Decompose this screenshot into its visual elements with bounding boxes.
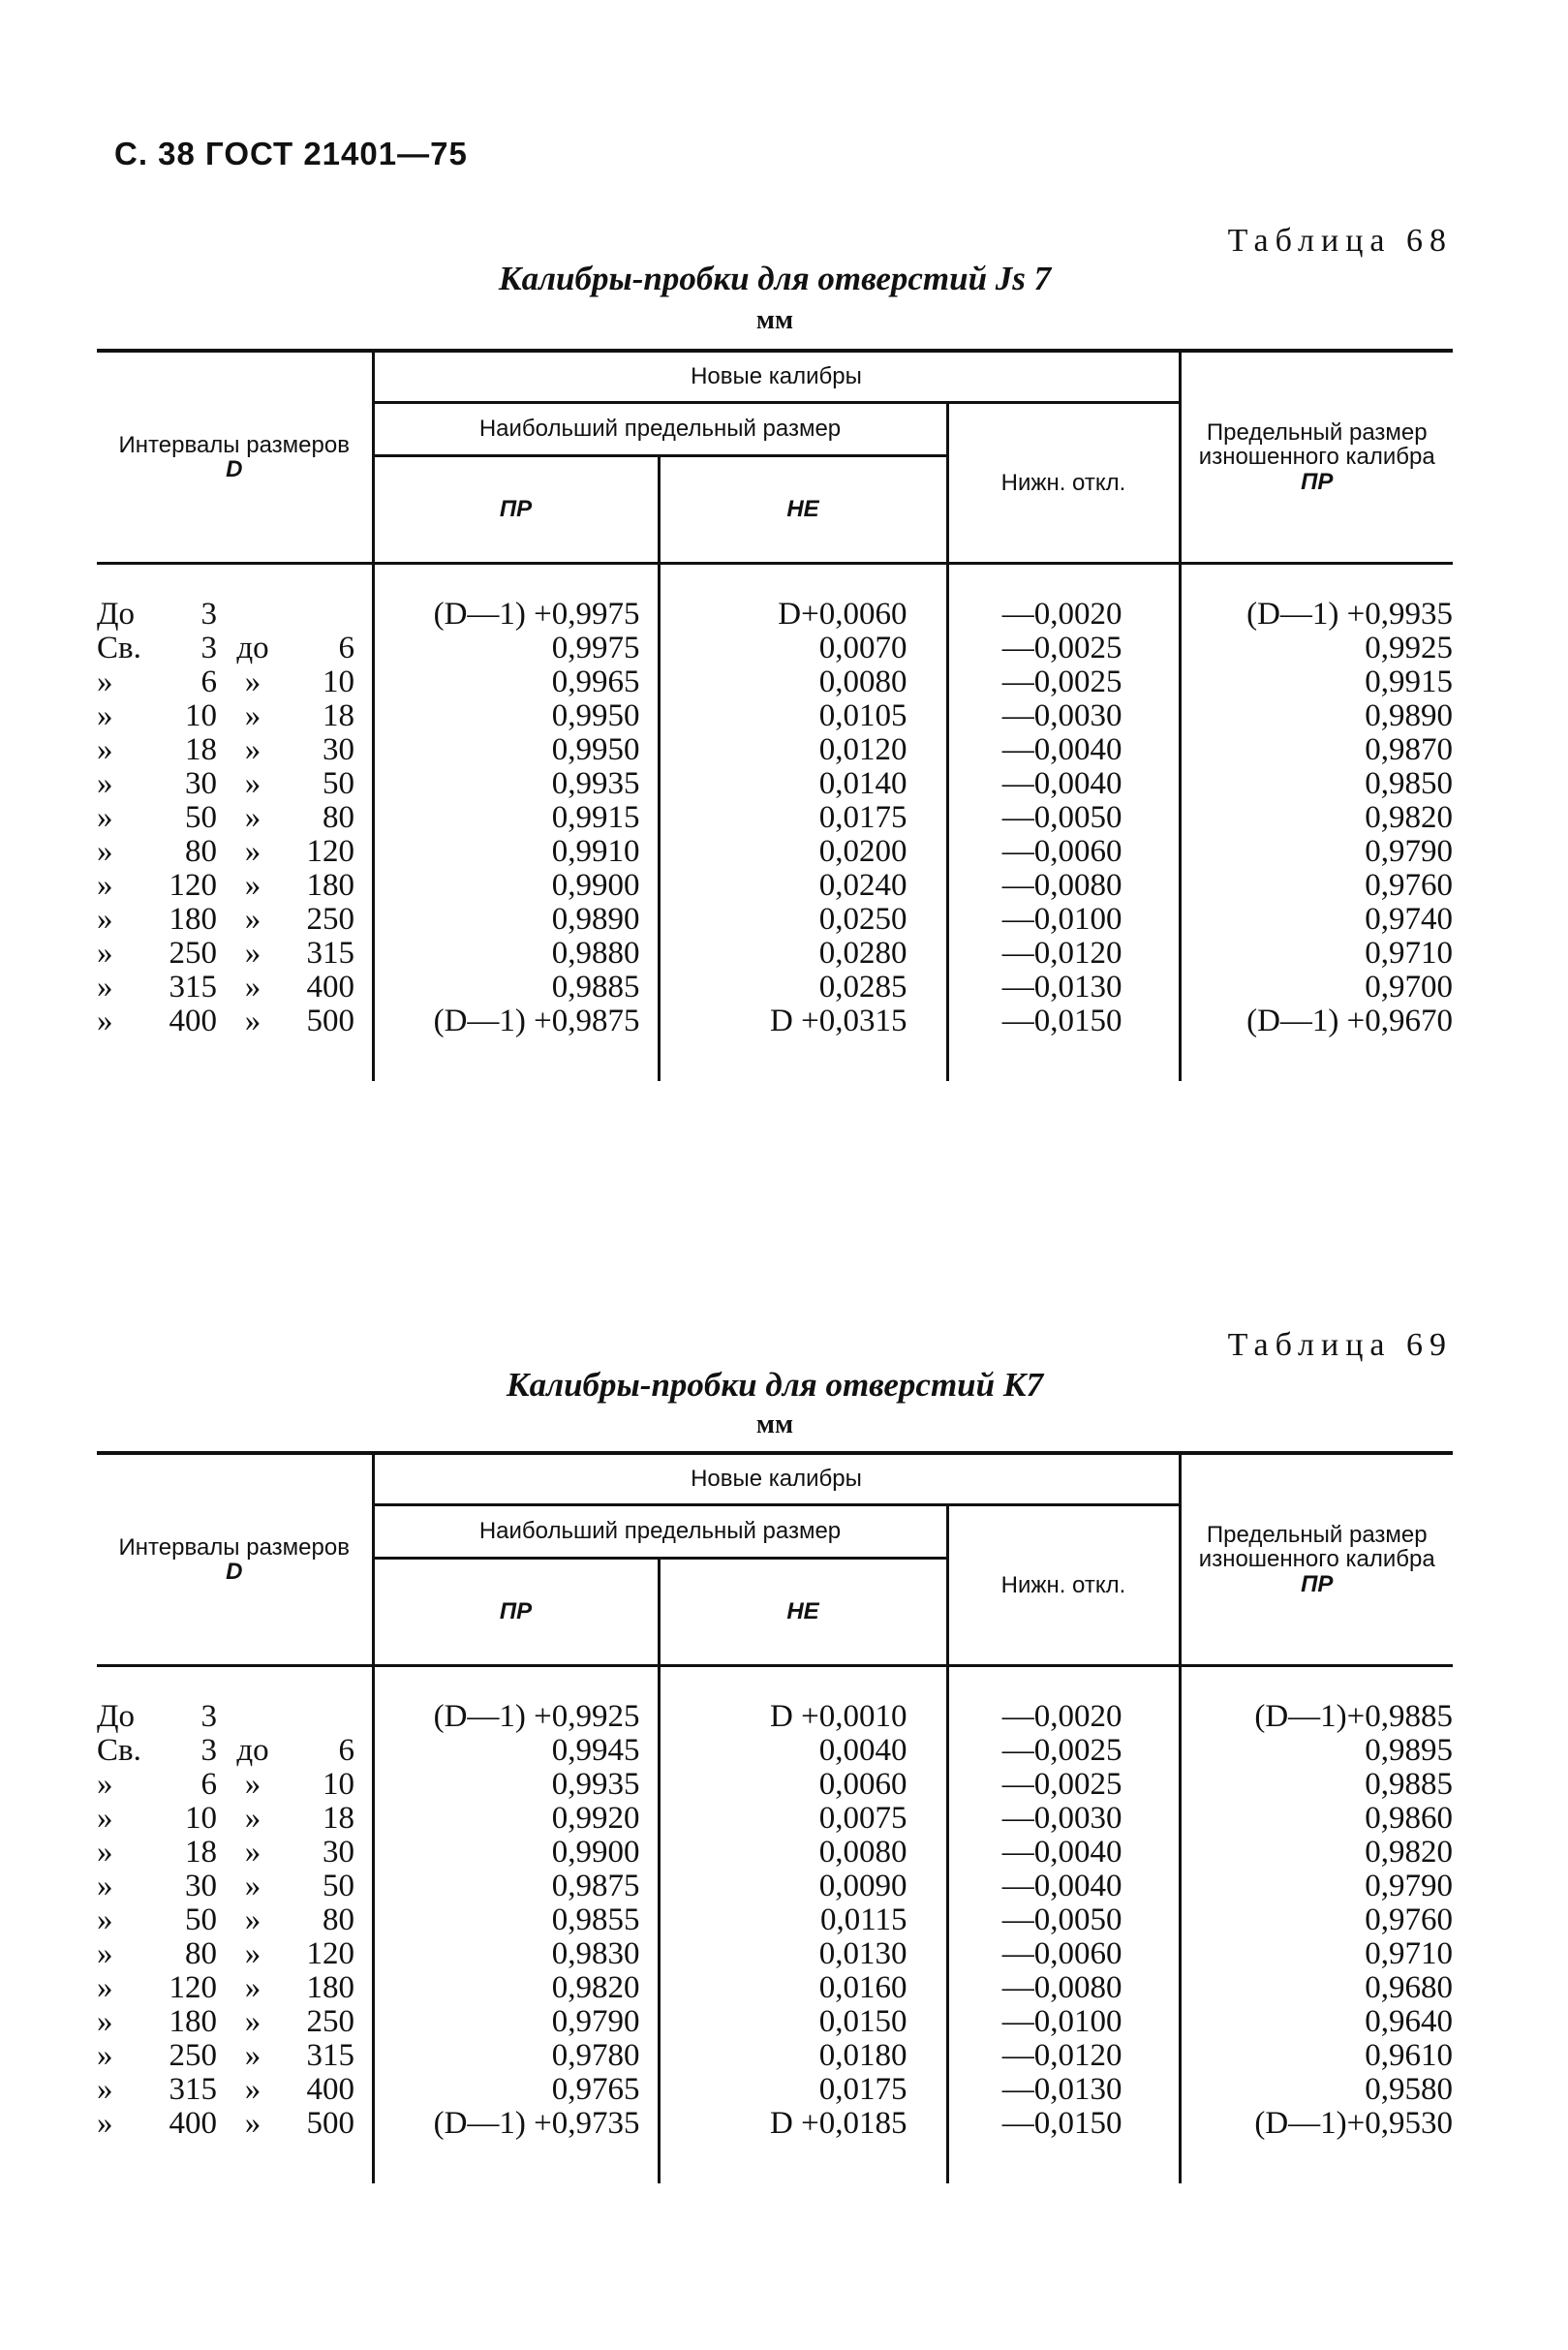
lower-dev-cell: —0,0060 xyxy=(947,1937,1180,1971)
interval-part-c: » xyxy=(244,2072,261,2107)
ne-value-cell: 0,0040 xyxy=(659,1734,947,1768)
table-body xyxy=(97,564,1453,1082)
interval-part-b: 30 xyxy=(185,766,217,801)
table-row xyxy=(97,1666,1453,1735)
interval-part-b: 3 xyxy=(200,631,217,665)
interval-part-a: » xyxy=(97,800,113,835)
interval-cell xyxy=(97,733,373,767)
interval-part-b: 80 xyxy=(185,1936,217,1971)
table-title: Калибры-пробки для отверстий К7 xyxy=(506,1366,1044,1404)
interval-part-a: » xyxy=(97,2106,113,2141)
header-intervals-label: Интервалы размеров xyxy=(118,431,350,458)
page-header: С. 38 ГОСТ 21401—75 xyxy=(114,136,468,171)
table-title: Калибры-пробки для отверстий Js 7 xyxy=(498,260,1052,297)
ne-value-cell: 0,0115 xyxy=(659,1903,947,1937)
header-pr xyxy=(373,1559,659,1666)
table-body xyxy=(97,1666,1453,2184)
interval-part-c: » xyxy=(244,732,261,767)
interval-part-c: » xyxy=(244,1970,261,2005)
interval-part-a: » xyxy=(97,2004,113,2039)
header-worn-symbol: ПР xyxy=(1301,468,1334,495)
lower-dev-cell: —0,0150 xyxy=(947,1005,1180,1081)
interval-part-c: » xyxy=(244,834,261,869)
interval-part-d: 6 xyxy=(338,631,354,665)
table-row xyxy=(97,665,1453,699)
table-row xyxy=(97,767,1453,801)
header-worn-symbol: ПР xyxy=(1301,1570,1334,1597)
worn-value-cell: 0,9610 xyxy=(1180,2039,1453,2073)
interval-cell xyxy=(97,971,373,1005)
pr-value-cell: 0,9900 xyxy=(373,869,659,903)
interval-part-a: » xyxy=(97,868,113,903)
interval-part-a: » xyxy=(97,1936,113,1971)
interval-cell xyxy=(97,564,373,633)
interval-part-c: » xyxy=(244,1801,261,1836)
ne-value-cell: 0,0140 xyxy=(659,767,947,801)
ne-value-cell: 0,0150 xyxy=(659,2005,947,2039)
table-row xyxy=(97,1937,1453,1971)
table-row xyxy=(97,1971,1453,2005)
interval-cell xyxy=(97,767,373,801)
interval-part-b: 50 xyxy=(185,1902,217,1937)
lower-dev-cell: —0,0030 xyxy=(947,1802,1180,1836)
table-unit: мм xyxy=(755,305,794,335)
interval-part-c: » xyxy=(244,868,261,903)
interval-part-b: 315 xyxy=(169,2072,217,2107)
ne-value-cell: D+0,0060 xyxy=(659,564,947,633)
lower-dev-cell: —0,0060 xyxy=(947,835,1180,869)
ne-value-cell: 0,0080 xyxy=(659,665,947,699)
ne-value-cell: 0,0250 xyxy=(659,903,947,937)
interval-part-b: 250 xyxy=(169,2038,217,2073)
interval-part-d: 18 xyxy=(323,1801,354,1836)
interval-cell xyxy=(97,1903,373,1937)
lower-dev-cell: —0,0050 xyxy=(947,1903,1180,1937)
header-pr-label: ПР xyxy=(499,1598,533,1625)
interval-part-a: » xyxy=(97,936,113,971)
ne-value-cell: 0,0175 xyxy=(659,2073,947,2107)
interval-part-d: 250 xyxy=(306,902,354,937)
interval-part-a: » xyxy=(97,1801,113,1836)
lower-dev-cell: —0,0030 xyxy=(947,699,1180,733)
header-worn xyxy=(1180,1453,1453,1666)
interval-part-b: 400 xyxy=(169,1004,217,1038)
worn-value-cell: 0,9820 xyxy=(1180,1836,1453,1870)
table-row xyxy=(97,1734,1453,1768)
worn-value-cell: 0,9885 xyxy=(1180,1768,1453,1802)
ne-value-cell: D +0,0010 xyxy=(659,1666,947,1735)
interval-part-a: » xyxy=(97,1970,113,2005)
interval-cell xyxy=(97,1836,373,1870)
interval-part-c: » xyxy=(244,2004,261,2039)
header-ne xyxy=(659,456,947,564)
interval-part-c: » xyxy=(244,1004,261,1038)
lower-dev-cell: —0,0100 xyxy=(947,2005,1180,2039)
lower-dev-cell: —0,0130 xyxy=(947,971,1180,1005)
lower-dev-cell: —0,0050 xyxy=(947,801,1180,835)
interval-part-b: 10 xyxy=(185,1801,217,1836)
pr-value-cell: 0,9965 xyxy=(373,665,659,699)
pr-value-cell: 0,9875 xyxy=(373,1870,659,1903)
lower-dev-cell: —0,0020 xyxy=(947,564,1180,633)
interval-part-b: 120 xyxy=(169,868,217,903)
ne-value-cell: 0,0075 xyxy=(659,1802,947,1836)
header-max-limit: Наибольший предельный размер xyxy=(373,1505,947,1559)
interval-part-d: 30 xyxy=(323,732,354,767)
interval-part-c: » xyxy=(244,1936,261,1971)
lower-dev-cell: —0,0130 xyxy=(947,2073,1180,2107)
header-ne-label: НЕ xyxy=(786,1598,819,1625)
pr-value-cell: 0,9820 xyxy=(373,1971,659,2005)
interval-part-b: 315 xyxy=(169,970,217,1005)
interval-part-b: 30 xyxy=(185,1869,217,1903)
worn-value-cell: 0,9925 xyxy=(1180,632,1453,665)
interval-part-d: 6 xyxy=(338,1733,354,1768)
table-row xyxy=(97,937,1453,971)
interval-part-a: » xyxy=(97,1767,113,1802)
table-unit: мм xyxy=(755,1409,794,1439)
worn-value-cell: 0,9890 xyxy=(1180,699,1453,733)
interval-cell xyxy=(97,2039,373,2073)
worn-value-cell: (D—1) +0,9670 xyxy=(1180,1005,1453,1081)
interval-cell xyxy=(97,2073,373,2107)
table-row xyxy=(97,971,1453,1005)
worn-value-cell: 0,9860 xyxy=(1180,1802,1453,1836)
ne-value-cell: 0,0080 xyxy=(659,1836,947,1870)
header-lower-dev: Нижн. откл. xyxy=(947,403,1180,564)
interval-part-a: Св. xyxy=(97,631,141,665)
interval-part-b: 120 xyxy=(169,1970,217,2005)
lower-dev-cell: —0,0020 xyxy=(947,1666,1180,1735)
interval-part-b: 6 xyxy=(200,665,217,699)
table-row xyxy=(97,869,1453,903)
interval-part-c: » xyxy=(244,1767,261,1802)
gauge-table xyxy=(97,1451,1453,2183)
interval-part-d: 180 xyxy=(306,868,354,903)
interval-part-d: 400 xyxy=(306,2072,354,2107)
interval-part-b: 400 xyxy=(169,2106,217,2141)
worn-value-cell: 0,9760 xyxy=(1180,869,1453,903)
pr-value-cell: 0,9935 xyxy=(373,1768,659,1802)
interval-part-c: » xyxy=(244,970,261,1005)
interval-cell xyxy=(97,801,373,835)
ne-value-cell: D +0,0315 xyxy=(659,1005,947,1081)
ne-value-cell: 0,0285 xyxy=(659,971,947,1005)
worn-value-cell: 0,9915 xyxy=(1180,665,1453,699)
interval-cell xyxy=(97,665,373,699)
lower-dev-cell: —0,0025 xyxy=(947,1768,1180,1802)
interval-part-a: » xyxy=(97,766,113,801)
interval-part-b: 3 xyxy=(200,597,217,632)
lower-dev-cell: —0,0025 xyxy=(947,632,1180,665)
interval-cell xyxy=(97,1937,373,1971)
interval-cell xyxy=(97,835,373,869)
table-row xyxy=(97,1768,1453,1802)
pr-value-cell: 0,9780 xyxy=(373,2039,659,2073)
interval-part-d: 10 xyxy=(323,665,354,699)
interval-part-d: 250 xyxy=(306,2004,354,2039)
header-lower-dev: Нижн. откл. xyxy=(947,1505,1180,1666)
table-row xyxy=(97,1836,1453,1870)
interval-cell xyxy=(97,903,373,937)
interval-part-c: » xyxy=(244,800,261,835)
pr-value-cell: 0,9920 xyxy=(373,1802,659,1836)
interval-cell xyxy=(97,632,373,665)
ne-value-cell: 0,0180 xyxy=(659,2039,947,2073)
pr-value-cell: 0,9880 xyxy=(373,937,659,971)
header-worn xyxy=(1180,351,1453,564)
table-row xyxy=(97,801,1453,835)
worn-value-cell: (D—1)+0,9530 xyxy=(1180,2107,1453,2183)
header-intervals-symbol: D xyxy=(226,456,243,482)
worn-value-cell: 0,9790 xyxy=(1180,835,1453,869)
interval-part-d: 18 xyxy=(323,698,354,733)
pr-value-cell: 0,9890 xyxy=(373,903,659,937)
ne-value-cell: 0,0280 xyxy=(659,937,947,971)
ne-value-cell: 0,0160 xyxy=(659,1971,947,2005)
interval-part-d: 180 xyxy=(306,1970,354,2005)
interval-part-c: » xyxy=(244,1869,261,1903)
interval-cell xyxy=(97,1802,373,1836)
worn-value-cell: 0,9870 xyxy=(1180,733,1453,767)
table-row xyxy=(97,1870,1453,1903)
interval-part-a: » xyxy=(97,1902,113,1937)
interval-part-d: 30 xyxy=(323,1835,354,1870)
pr-value-cell: 0,9765 xyxy=(373,2073,659,2107)
interval-cell xyxy=(97,1870,373,1903)
ne-value-cell: 0,0105 xyxy=(659,699,947,733)
interval-cell xyxy=(97,2005,373,2039)
ne-value-cell: 0,0240 xyxy=(659,869,947,903)
lower-dev-cell: —0,0040 xyxy=(947,1836,1180,1870)
table-row xyxy=(97,835,1453,869)
table-row xyxy=(97,2005,1453,2039)
table-row xyxy=(97,2039,1453,2073)
interval-cell xyxy=(97,699,373,733)
lower-dev-cell: —0,0040 xyxy=(947,733,1180,767)
interval-part-a: До xyxy=(97,1699,136,1734)
interval-part-d: 500 xyxy=(306,2106,354,2141)
header-worn-label: Предельный размер изношенного калибра xyxy=(1198,419,1435,471)
pr-value-cell: (D—1) +0,9925 xyxy=(373,1666,659,1735)
interval-part-d: 500 xyxy=(306,1004,354,1038)
header-ne xyxy=(659,1559,947,1666)
interval-part-c: » xyxy=(244,665,261,699)
table-row xyxy=(97,733,1453,767)
gauge-table xyxy=(97,349,1453,1081)
interval-cell xyxy=(97,1768,373,1802)
worn-value-cell: 0,9820 xyxy=(1180,801,1453,835)
ne-value-cell: D +0,0185 xyxy=(659,2107,947,2183)
lower-dev-cell: —0,0080 xyxy=(947,869,1180,903)
interval-part-d: 400 xyxy=(306,970,354,1005)
worn-value-cell: 0,9710 xyxy=(1180,1937,1453,1971)
lower-dev-cell: —0,0080 xyxy=(947,1971,1180,2005)
pr-value-cell: (D—1) +0,9735 xyxy=(373,2107,659,2183)
ne-value-cell: 0,0130 xyxy=(659,1937,947,1971)
interval-part-a: Св. xyxy=(97,1733,141,1768)
table-row xyxy=(97,1005,1453,1081)
interval-part-b: 80 xyxy=(185,834,217,869)
interval-part-a: » xyxy=(97,2038,113,2073)
interval-part-d: 50 xyxy=(323,766,354,801)
interval-part-a: » xyxy=(97,698,113,733)
header-new-gauges: Новые калибры xyxy=(373,351,1180,403)
interval-part-c: » xyxy=(244,698,261,733)
table-number: Таблица 68 xyxy=(1227,223,1453,259)
pr-value-cell: 0,9950 xyxy=(373,699,659,733)
interval-part-b: 6 xyxy=(200,1767,217,1802)
worn-value-cell: 0,9895 xyxy=(1180,1734,1453,1768)
ne-value-cell: 0,0060 xyxy=(659,1768,947,1802)
header-intervals xyxy=(97,351,373,564)
interval-part-a: » xyxy=(97,902,113,937)
interval-part-b: 50 xyxy=(185,800,217,835)
worn-value-cell: 0,9680 xyxy=(1180,1971,1453,2005)
lower-dev-cell: —0,0150 xyxy=(947,2107,1180,2183)
pr-value-cell: 0,9900 xyxy=(373,1836,659,1870)
header-intervals-label: Интервалы размеров xyxy=(118,1533,350,1561)
interval-part-b: 250 xyxy=(169,936,217,971)
interval-part-d: 80 xyxy=(323,1902,354,1937)
interval-part-c: » xyxy=(244,2038,261,2073)
interval-part-c: » xyxy=(244,766,261,801)
interval-part-b: 3 xyxy=(200,1733,217,1768)
pr-value-cell: 0,9945 xyxy=(373,1734,659,1768)
lower-dev-cell: —0,0120 xyxy=(947,937,1180,971)
header-intervals xyxy=(97,1453,373,1666)
interval-part-c: » xyxy=(244,2106,261,2141)
worn-value-cell: 0,9700 xyxy=(1180,971,1453,1005)
ne-value-cell: 0,0120 xyxy=(659,733,947,767)
worn-value-cell: 0,9790 xyxy=(1180,1870,1453,1903)
table-row xyxy=(97,1903,1453,1937)
pr-value-cell: (D—1) +0,9975 xyxy=(373,564,659,633)
interval-part-a: До xyxy=(97,597,136,632)
interval-part-d: 120 xyxy=(306,1936,354,1971)
interval-part-c: до xyxy=(236,1733,269,1768)
worn-value-cell: (D—1) +0,9935 xyxy=(1180,564,1453,633)
ne-value-cell: 0,0175 xyxy=(659,801,947,835)
pr-value-cell: 0,9915 xyxy=(373,801,659,835)
ne-value-cell: 0,0070 xyxy=(659,632,947,665)
pr-value-cell: 0,9910 xyxy=(373,835,659,869)
interval-part-a: » xyxy=(97,665,113,699)
interval-part-d: 315 xyxy=(306,936,354,971)
lower-dev-cell: —0,0040 xyxy=(947,767,1180,801)
table-row xyxy=(97,2107,1453,2183)
interval-cell xyxy=(97,937,373,971)
interval-part-a: » xyxy=(97,2072,113,2107)
interval-part-c: » xyxy=(244,936,261,971)
interval-part-a: » xyxy=(97,834,113,869)
interval-part-d: 120 xyxy=(306,834,354,869)
worn-value-cell: 0,9640 xyxy=(1180,2005,1453,2039)
interval-part-b: 10 xyxy=(185,698,217,733)
lower-dev-cell: —0,0120 xyxy=(947,2039,1180,2073)
interval-part-d: 10 xyxy=(323,1767,354,1802)
interval-part-c: до xyxy=(236,631,269,665)
header-pr xyxy=(373,456,659,564)
ne-value-cell: 0,0090 xyxy=(659,1870,947,1903)
interval-part-a: » xyxy=(97,1869,113,1903)
table-row xyxy=(97,564,1453,633)
pr-value-cell: 0,9950 xyxy=(373,733,659,767)
worn-value-cell: 0,9850 xyxy=(1180,767,1453,801)
table-row xyxy=(97,2073,1453,2107)
lower-dev-cell: —0,0025 xyxy=(947,1734,1180,1768)
worn-value-cell: 0,9740 xyxy=(1180,903,1453,937)
interval-part-a: » xyxy=(97,1004,113,1038)
interval-part-c: » xyxy=(244,902,261,937)
header-intervals-symbol: D xyxy=(226,1559,243,1585)
table-row xyxy=(97,699,1453,733)
interval-part-a: » xyxy=(97,970,113,1005)
worn-value-cell: 0,9580 xyxy=(1180,2073,1453,2107)
table-row xyxy=(97,632,1453,665)
pr-value-cell: 0,9790 xyxy=(373,2005,659,2039)
lower-dev-cell: —0,0025 xyxy=(947,665,1180,699)
interval-cell xyxy=(97,1734,373,1768)
worn-value-cell: 0,9760 xyxy=(1180,1903,1453,1937)
header-max-limit: Наибольший предельный размер xyxy=(373,403,947,456)
pr-value-cell: 0,9935 xyxy=(373,767,659,801)
interval-part-b: 3 xyxy=(200,1699,217,1734)
interval-part-c: » xyxy=(244,1902,261,1937)
interval-part-b: 18 xyxy=(185,732,217,767)
ne-value-cell: 0,0200 xyxy=(659,835,947,869)
interval-part-b: 18 xyxy=(185,1835,217,1870)
worn-value-cell: (D—1)+0,9885 xyxy=(1180,1666,1453,1735)
lower-dev-cell: —0,0100 xyxy=(947,903,1180,937)
pr-value-cell: (D—1) +0,9875 xyxy=(373,1005,659,1081)
header-pr-label: ПР xyxy=(499,496,533,523)
table-number: Таблица 69 xyxy=(1227,1327,1453,1363)
header-worn-label: Предельный размер изношенного калибра xyxy=(1198,1522,1435,1573)
table-row xyxy=(97,903,1453,937)
interval-cell xyxy=(97,1005,373,1081)
pr-value-cell: 0,9830 xyxy=(373,1937,659,1971)
interval-part-b: 180 xyxy=(169,902,217,937)
worn-value-cell: 0,9710 xyxy=(1180,937,1453,971)
interval-part-d: 315 xyxy=(306,2038,354,2073)
interval-cell xyxy=(97,869,373,903)
header-new-gauges: Новые калибры xyxy=(373,1453,1180,1505)
interval-part-a: » xyxy=(97,1835,113,1870)
interval-cell xyxy=(97,1971,373,2005)
pr-value-cell: 0,9975 xyxy=(373,632,659,665)
interval-cell xyxy=(97,2107,373,2183)
table-row xyxy=(97,1802,1453,1836)
interval-part-c: » xyxy=(244,1835,261,1870)
interval-part-a: » xyxy=(97,732,113,767)
interval-part-b: 180 xyxy=(169,2004,217,2039)
header-ne-label: НЕ xyxy=(786,496,819,523)
pr-value-cell: 0,9855 xyxy=(373,1903,659,1937)
interval-part-d: 50 xyxy=(323,1869,354,1903)
interval-part-d: 80 xyxy=(323,800,354,835)
lower-dev-cell: —0,0040 xyxy=(947,1870,1180,1903)
pr-value-cell: 0,9885 xyxy=(373,971,659,1005)
interval-cell xyxy=(97,1666,373,1735)
